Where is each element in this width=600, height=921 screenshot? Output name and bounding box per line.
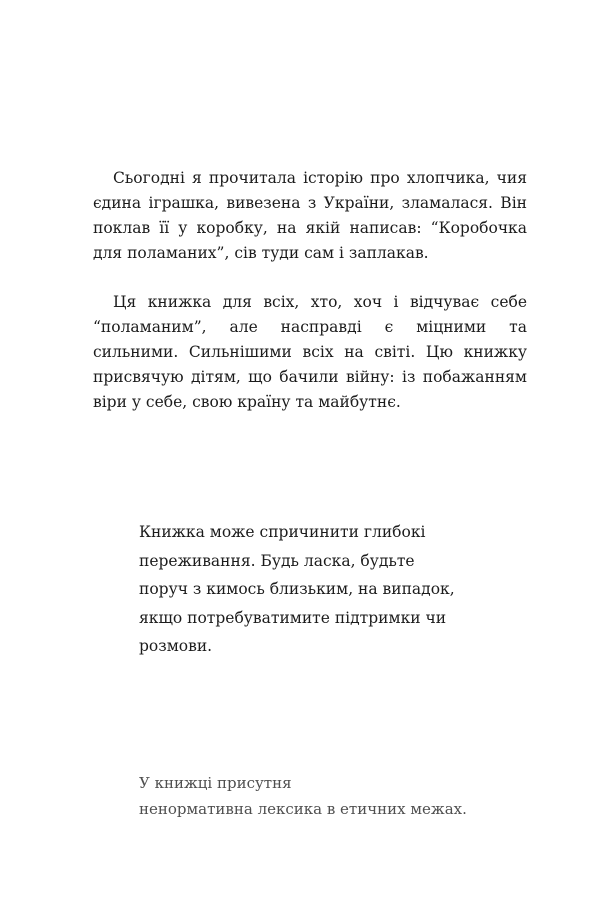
warning-line: якщо потребуватимите підтримки чи — [139, 608, 447, 627]
warning-line: розмови. — [139, 637, 213, 655]
language-note — [139, 771, 519, 822]
dedication-paragraph-2: Ця книжка для всіх, хто, хоч і відчуває себе “поламаним”, але насправді є міцними та сильними. Сильнішими всіх на світі. Цю книжку присвячую дітям, що бачили війну: із побажанням віри у себе, свою країну та майбутнє. — [93, 293, 527, 411]
warning-line: переживання. Будь ласка, будьте — [139, 551, 415, 570]
language-note-line: У книжці присутня — [139, 774, 292, 792]
dedication-paragraph-1: Сьогодні я прочитала історію про хлопчика, чия єдина іграшка, вивезена з України, зламалася. Він поклав її у коробку, на якій написав: “Коробочка для поламаних”, сів туди сам і заплакав. — [93, 169, 527, 262]
content-warning — [139, 518, 499, 661]
warning-line: поруч з кимось близьким, на випадок, — [139, 580, 455, 598]
warning-line: Книжка може спричинити глибокі — [139, 523, 426, 541]
dedication-text — [93, 166, 527, 415]
language-note-line: ненормативна лексика в етичних межах. — [139, 799, 467, 818]
